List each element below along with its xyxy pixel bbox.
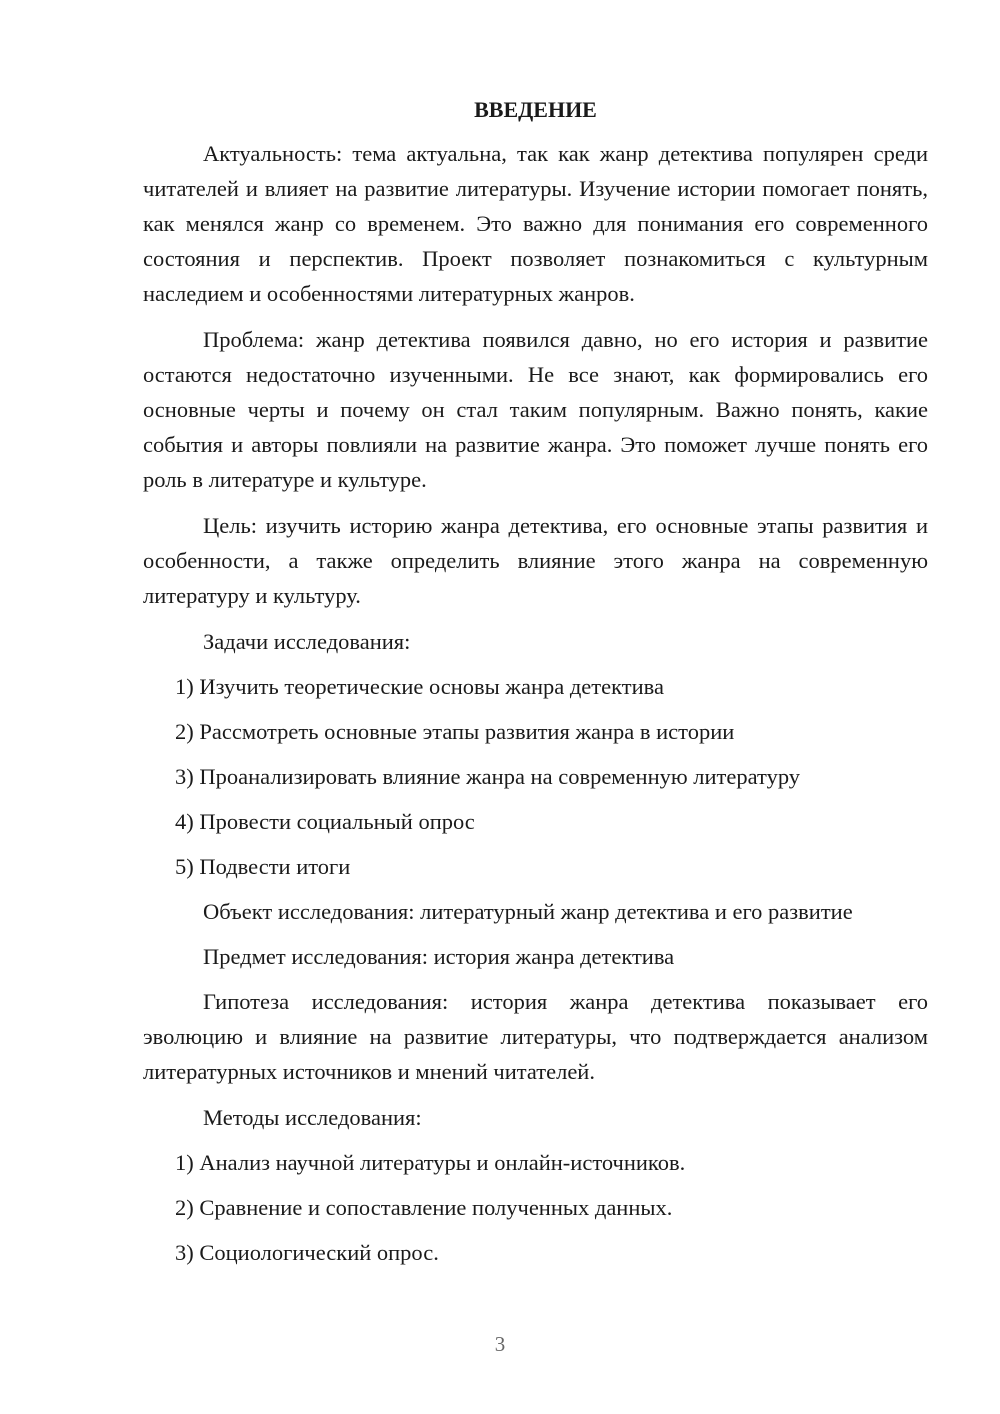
list-item: 2) Рассмотреть основные этапы развития жанра в истории	[175, 719, 735, 744]
hypothesis-paragraph: Гипотеза исследования: история жанра детектива показывает его эволюцию и влияние на развитие литературы, что подтверждается анализом литературных источников и мнений читателей.	[143, 989, 928, 1084]
methods-heading: Методы исследования:	[203, 1105, 422, 1130]
relevance-paragraph: Актуальность: тема актуальна, так как жанр детектива популярен среди читателей и влияет на развитие литературы. Изучение истории помогает понять, как менялся жанр со временем. Это важно для понимания его современного состояния и перспектив. Проект позволяет познакомиться с культурным наследием и особенностями литературных жанров.	[143, 141, 928, 306]
problem-paragraph: Проблема: жанр детектива появился давно, но его история и развитие остаются недостаточно изученными. Не все знают, как формировались его основные черты и почему он стал таким популярным. Важно понять, какие события и авторы повлияли на развитие жанра. Это поможет лучше понять его роль в литературе и культуре.	[143, 327, 928, 492]
list-item: 1) Изучить теоретические основы жанра детектива	[175, 674, 664, 699]
page-number: 3	[494, 1332, 506, 1356]
list-item: 2) Сравнение и сопоставление полученных данных.	[175, 1195, 673, 1220]
tasks-list	[143, 669, 928, 884]
list-item: 5) Подвести итоги	[175, 854, 351, 879]
research-subject: Предмет исследования: история жанра детектива	[203, 944, 675, 969]
list-item: 4) Провести социальный опрос	[175, 809, 475, 834]
research-object: Объект исследования: литературный жанр детектива и его развитие	[203, 899, 853, 924]
list-item: 1) Анализ научной литературы и онлайн-источников.	[175, 1150, 686, 1175]
document-page	[143, 90, 928, 1280]
section-title: ВВЕДЕНИЕ	[474, 97, 597, 122]
methods-list	[143, 1145, 928, 1270]
list-item: 3) Социологический опрос.	[175, 1240, 439, 1265]
list-item: 3) Проанализировать влияние жанра на современную литературу	[175, 764, 801, 789]
goal-paragraph: Цель: изучить историю жанра детектива, его основные этапы развития и особенности, а также определить влияние этого жанра на современную литературу и культуру.	[143, 513, 928, 608]
tasks-heading: Задачи исследования:	[203, 629, 411, 654]
